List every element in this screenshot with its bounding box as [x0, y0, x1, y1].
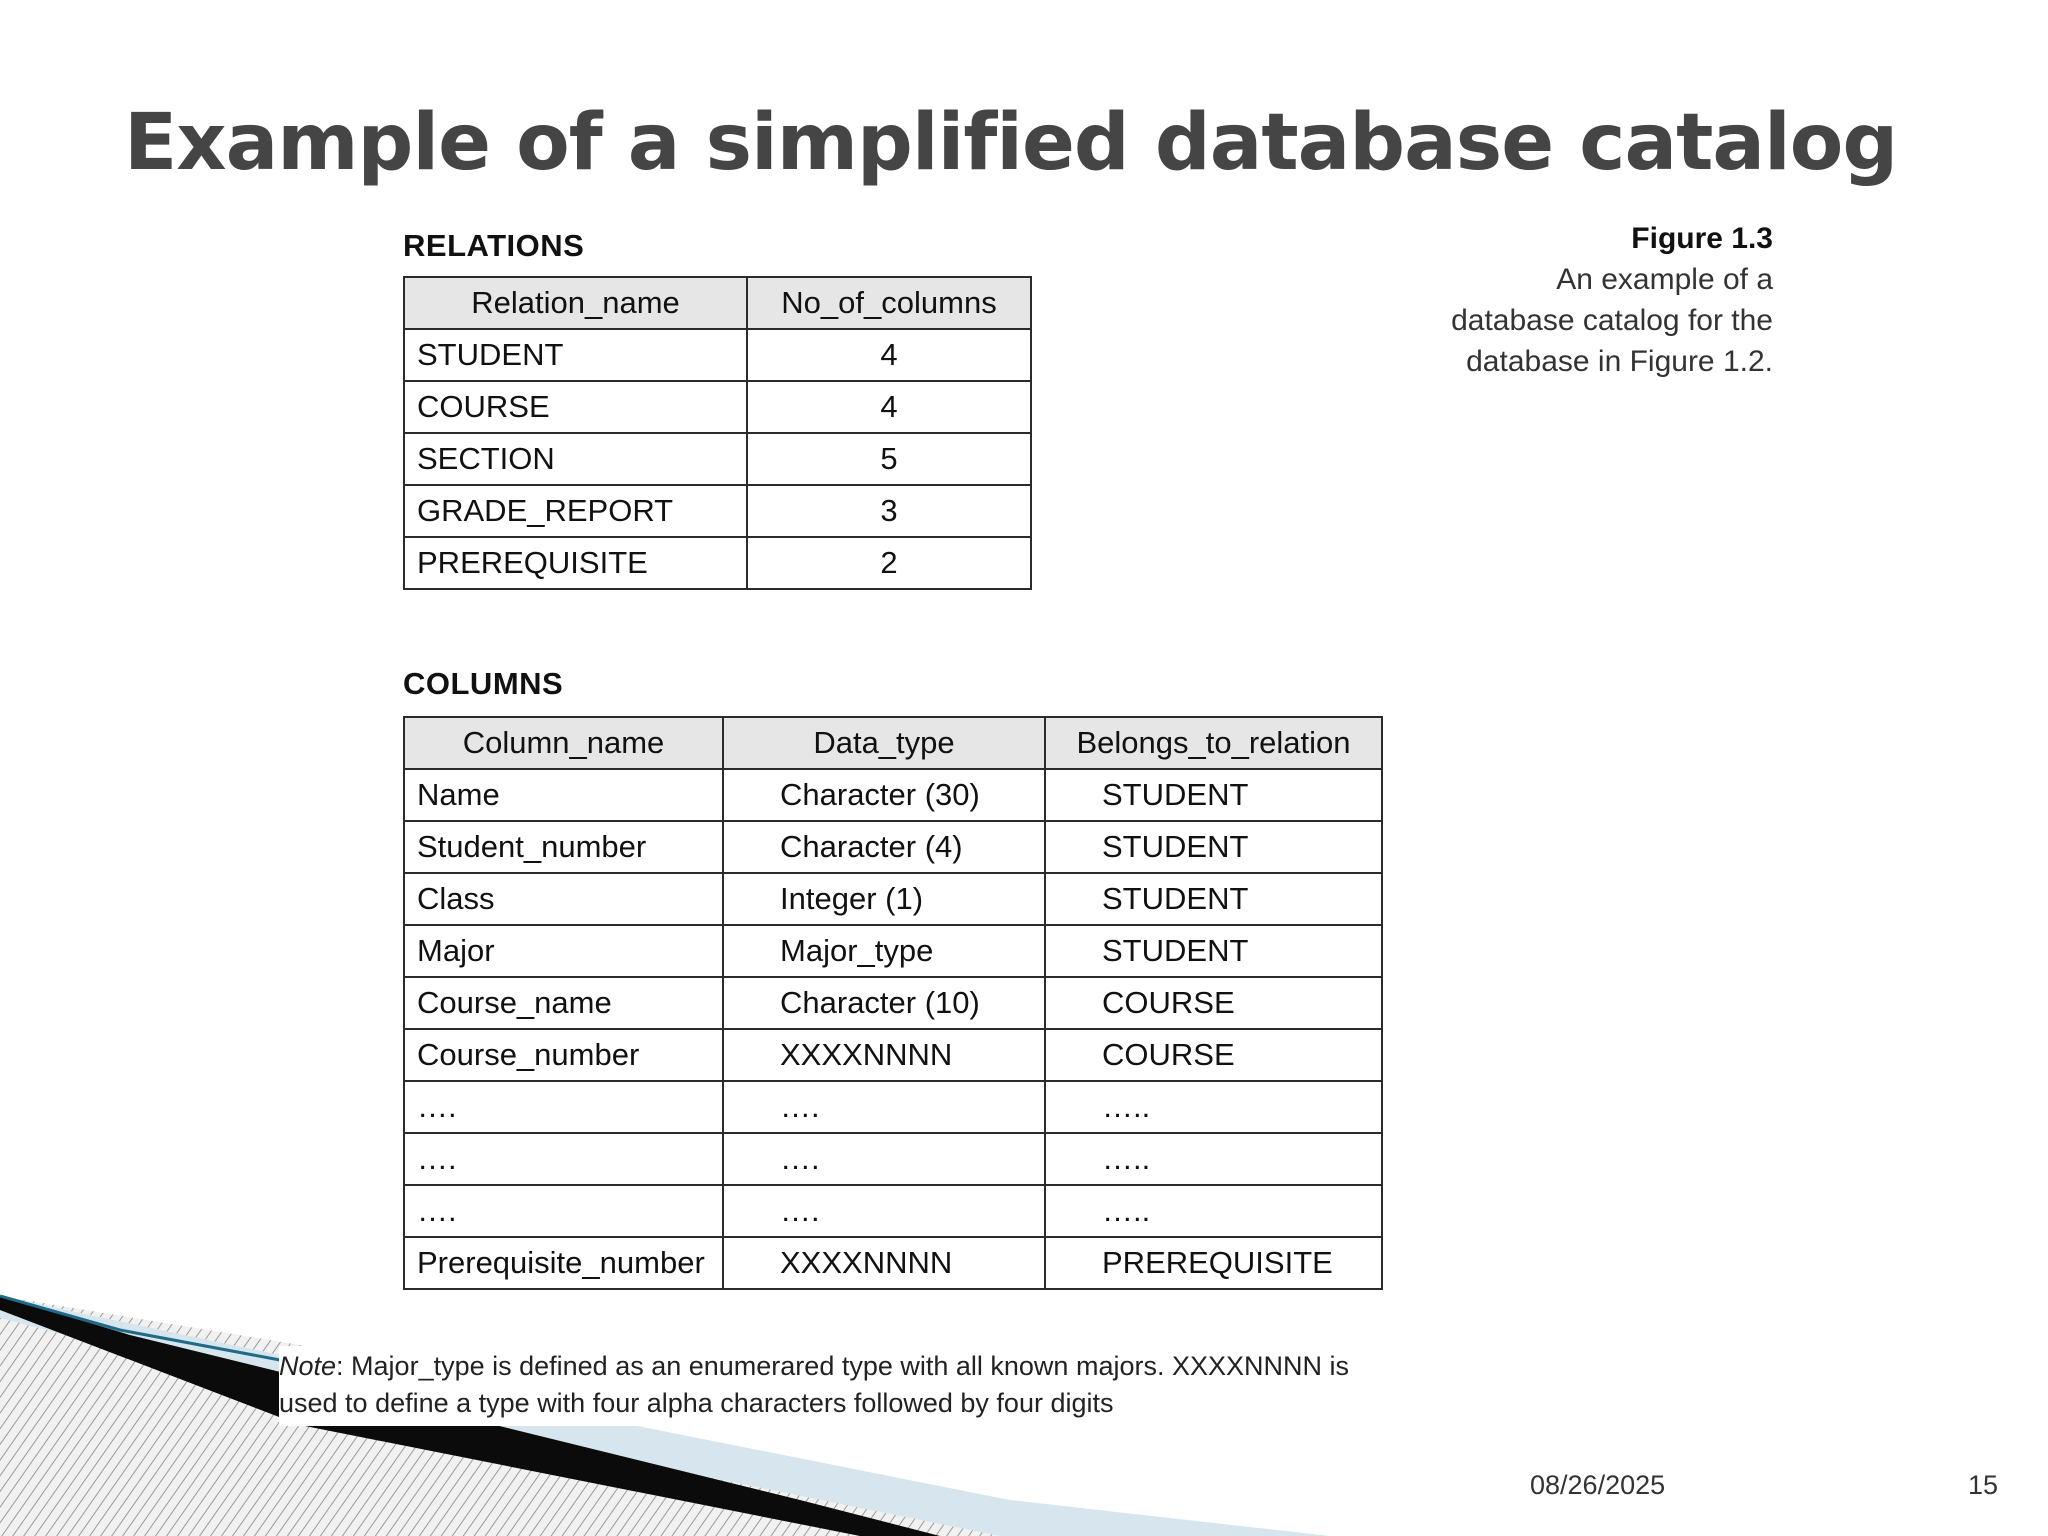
table-row [404, 537, 1031, 589]
relation-cell: COURSE [1045, 1029, 1382, 1081]
data-type-cell: Character (10) [723, 977, 1045, 1029]
note-prefix: Note [279, 1351, 337, 1381]
column-header: Relation_name [404, 277, 747, 329]
column-name-cell: Major [404, 925, 723, 977]
table-row [404, 1029, 1382, 1081]
relation-cell: STUDENT [1045, 769, 1382, 821]
data-type-cell: Integer (1) [723, 873, 1045, 925]
relation-cell: ….. [1045, 1133, 1382, 1185]
column-name-cell: Class [404, 873, 723, 925]
figure-caption [1451, 218, 1773, 382]
column-name-cell: …. [404, 1081, 723, 1133]
relation-cell: PREREQUISITE [1045, 1237, 1382, 1289]
relation-name-cell: STUDENT [404, 329, 747, 381]
table-row [404, 329, 1031, 381]
column-header: Data_type [723, 717, 1045, 769]
data-type-cell: …. [723, 1081, 1045, 1133]
caption-line: database in Figure 1.2. [1466, 345, 1773, 378]
table-row [404, 925, 1382, 977]
column-name-cell: Prerequisite_number [404, 1237, 723, 1289]
slide-page-number: 15 [1968, 1470, 1999, 1500]
column-count-cell: 5 [747, 433, 1031, 485]
table-row [404, 433, 1031, 485]
column-name-cell: …. [404, 1133, 723, 1185]
table-row [404, 1081, 1382, 1133]
column-header: Belongs_to_relation [1045, 717, 1382, 769]
column-count-cell: 3 [747, 485, 1031, 537]
column-count-cell: 4 [747, 329, 1031, 381]
column-count-cell: 2 [747, 537, 1031, 589]
table-row [404, 1185, 1382, 1237]
relation-name-cell: GRADE_REPORT [404, 485, 747, 537]
data-type-cell: Major_type [723, 925, 1045, 977]
relations-label: RELATIONS [403, 228, 585, 263]
table-row [404, 1133, 1382, 1185]
table-header-row [404, 277, 1031, 329]
table-row [404, 821, 1382, 873]
table-row [404, 1237, 1382, 1289]
column-count-cell: 4 [747, 381, 1031, 433]
relation-cell: COURSE [1045, 977, 1382, 1029]
column-name-cell: Course_number [404, 1029, 723, 1081]
slide-title: Example of a simplified database catalog [124, 98, 1898, 188]
column-name-cell: …. [404, 1185, 723, 1237]
relation-cell: ….. [1045, 1081, 1382, 1133]
column-name-cell: Student_number [404, 821, 723, 873]
relation-name-cell: PREREQUISITE [404, 537, 747, 589]
column-header: No_of_columns [747, 277, 1031, 329]
slide-date: 08/26/2025 [1530, 1470, 1666, 1500]
table-row [404, 873, 1382, 925]
caption-line: database catalog for the [1451, 304, 1773, 337]
relations-table [403, 276, 1032, 590]
columns-table [403, 716, 1383, 1290]
table-row [404, 769, 1382, 821]
table-row [404, 381, 1031, 433]
column-header: Column_name [404, 717, 723, 769]
column-name-cell: Course_name [404, 977, 723, 1029]
table-note [279, 1346, 1379, 1426]
data-type-cell: …. [723, 1185, 1045, 1237]
data-type-cell: Character (30) [723, 769, 1045, 821]
data-type-cell: XXXXNNNN [723, 1237, 1045, 1289]
relation-name-cell: SECTION [404, 433, 747, 485]
data-type-cell: XXXXNNNN [723, 1029, 1045, 1081]
caption-line: An example of a [1556, 263, 1773, 296]
relation-cell: ….. [1045, 1185, 1382, 1237]
data-type-cell: …. [723, 1133, 1045, 1185]
relation-cell: STUDENT [1045, 821, 1382, 873]
columns-label: COLUMNS [403, 666, 564, 701]
column-name-cell: Name [404, 769, 723, 821]
data-type-cell: Character (4) [723, 821, 1045, 873]
relation-cell: STUDENT [1045, 873, 1382, 925]
figure-number: Figure 1.3 [1631, 222, 1773, 255]
relation-name-cell: COURSE [404, 381, 747, 433]
table-row [404, 977, 1382, 1029]
relation-cell: STUDENT [1045, 925, 1382, 977]
note-text: : Major_type is defined as an enumerared type with all known majors. XXXXNNNN is used to define a type with four alpha characters followed by four digits [279, 1351, 1349, 1418]
table-row [404, 485, 1031, 537]
table-header-row [404, 717, 1382, 769]
